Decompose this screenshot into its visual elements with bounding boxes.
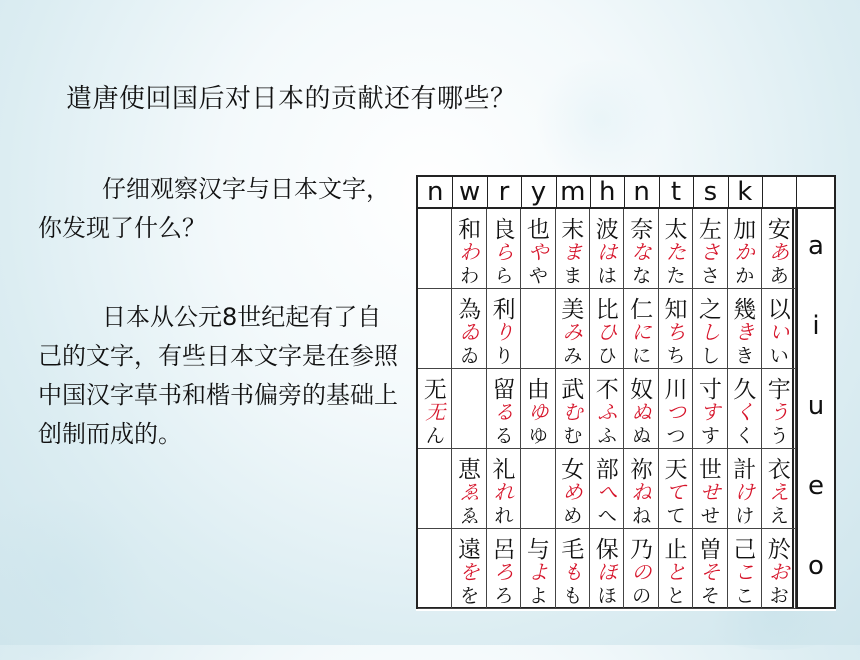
kanji-source: 部: [595, 457, 619, 483]
cursive-form: る: [493, 400, 514, 424]
consonant-label: w: [452, 177, 487, 207]
kanji-source: 波: [595, 217, 619, 243]
kanji-source: 恵: [458, 457, 482, 483]
kana-cell: [452, 449, 486, 529]
kanji-source: 川: [664, 377, 688, 403]
kanji-source: 利: [492, 297, 516, 323]
hiragana-result: ぬ: [632, 425, 652, 447]
cursive-form: ろ: [493, 560, 514, 584]
kanji-source: 奴: [630, 377, 654, 403]
kana-cell: [521, 369, 555, 449]
kana-cell: [762, 289, 796, 369]
kana-cell: [452, 369, 486, 449]
vowel-label: e: [808, 471, 824, 501]
kana-cell: [624, 529, 658, 609]
cursive-form: つ: [665, 400, 686, 424]
kana-cell: [556, 289, 590, 369]
kana-cell: [762, 209, 796, 289]
hiragana-result: ん: [425, 425, 445, 447]
kana-cell: [659, 369, 693, 449]
kanji-source: 之: [698, 297, 722, 323]
cursive-form: あ: [769, 240, 790, 264]
kanji-source: 乃: [630, 537, 654, 563]
kanji-source: 不: [595, 377, 619, 403]
hiragana-result: み: [563, 345, 583, 367]
cursive-form: け: [734, 480, 755, 504]
kana-cell: [624, 209, 658, 289]
kanji-source: 比: [595, 297, 619, 323]
cursive-form: ふ: [597, 400, 618, 424]
kana-cell: [487, 529, 521, 609]
hiragana-result: の: [632, 585, 652, 607]
hiragana-result: や: [528, 265, 548, 287]
kanji-source: 以: [767, 297, 791, 323]
hiragana-result: ろ: [494, 585, 514, 607]
cursive-form: り: [493, 320, 514, 344]
kana-cell: [659, 529, 693, 609]
consonant-header-row: [416, 175, 836, 209]
kanji-source: 遠: [458, 537, 482, 563]
kana-cell: [728, 529, 762, 609]
kana-cell: [487, 449, 521, 529]
kana-cell: [590, 209, 624, 289]
cursive-form: ね: [631, 480, 652, 504]
cursive-form: な: [631, 240, 652, 264]
cursive-form: は: [597, 240, 618, 264]
kana-cell: [693, 209, 727, 289]
kanji-source: 保: [595, 537, 619, 563]
cursive-form: に: [631, 320, 652, 344]
kana-cell: [728, 209, 762, 289]
cursive-form: や: [528, 240, 549, 264]
hiragana-result: そ: [700, 585, 720, 607]
cursive-form: ゆ: [528, 400, 549, 424]
consonant-label: [762, 177, 797, 207]
hiragana-result: た: [666, 265, 686, 287]
consonant-label: y: [521, 177, 556, 207]
cursive-form: を: [459, 560, 480, 584]
consonant-label: m: [556, 177, 591, 207]
kanji-source: 良: [492, 217, 516, 243]
kana-cell: [590, 289, 624, 369]
kana-cell: [487, 209, 521, 289]
hiragana-result: も: [563, 585, 583, 607]
cursive-form: ち: [665, 320, 686, 344]
background-flower-decoration: [530, 60, 670, 180]
kanji-source: 計: [733, 457, 757, 483]
cursive-form: よ: [528, 560, 549, 584]
vowel-column: [796, 209, 836, 609]
kana-origin-table: [416, 175, 836, 611]
kana-cell: [693, 449, 727, 529]
kana-cell: [521, 289, 555, 369]
hiragana-result: は: [597, 265, 617, 287]
hiragana-result: つ: [666, 425, 686, 447]
hiragana-result: れ: [494, 505, 514, 527]
hiragana-result: ほ: [597, 585, 617, 607]
hiragana-result: ゐ: [460, 345, 480, 367]
kanji-source: 世: [698, 457, 722, 483]
cursive-form: と: [665, 560, 686, 584]
kana-cell: [418, 529, 452, 609]
hiragana-result: し: [700, 345, 720, 367]
kanji-source: 留: [492, 377, 516, 403]
hiragana-result: せ: [700, 505, 720, 527]
hiragana-result: ま: [563, 265, 583, 287]
hiragana-result: ゆ: [528, 425, 548, 447]
kanji-source: 末: [561, 217, 585, 243]
vowel-label: a: [808, 231, 824, 261]
hiragana-result: い: [769, 345, 789, 367]
cursive-form: い: [769, 320, 790, 344]
cursive-form: し: [700, 320, 721, 344]
kana-cell: [418, 449, 452, 529]
kanji-source: 宇: [767, 377, 791, 403]
vowel-label: u: [807, 391, 825, 421]
kanji-source: 武: [561, 377, 585, 403]
background-flower-decoration: [0, 500, 160, 660]
hiragana-result: へ: [597, 505, 617, 527]
kana-cell: [556, 369, 590, 449]
kana-cell: [693, 289, 727, 369]
hiragana-result: り: [494, 345, 514, 367]
kanji-source: 奈: [630, 217, 654, 243]
kana-cell: [452, 289, 486, 369]
kanji-source: 為: [458, 297, 482, 323]
hiragana-result: め: [563, 505, 583, 527]
hiragana-result: わ: [460, 265, 480, 287]
kana-cell: [521, 449, 555, 529]
consonant-label: k: [728, 177, 763, 207]
kanji-source: 於: [767, 537, 791, 563]
cursive-form: み: [562, 320, 583, 344]
hiragana-result: ふ: [597, 425, 617, 447]
kana-cell: [728, 369, 762, 449]
hiragana-result: ひ: [597, 345, 617, 367]
hiragana-result: こ: [735, 585, 755, 607]
cursive-form: こ: [734, 560, 755, 584]
hiragana-result: か: [735, 265, 755, 287]
kana-cell: [728, 449, 762, 529]
kana-cell: [624, 289, 658, 369]
kana-cell: [521, 529, 555, 609]
kanji-source: 与: [526, 537, 550, 563]
hiragana-result: う: [769, 425, 789, 447]
cursive-form: せ: [700, 480, 721, 504]
hiragana-result: む: [563, 425, 583, 447]
cursive-form: ま: [562, 240, 583, 264]
explanation-paragraph: 日本从公元8世纪起有了自己的文字，有些日本文字是在参照中国汉字草书和楷书偏旁的基础上创制而成的。: [38, 303, 398, 448]
cursive-form: む: [562, 400, 583, 424]
kana-cell: [762, 449, 796, 529]
cursive-form: て: [665, 480, 686, 504]
hiragana-result: す: [700, 425, 720, 447]
slide-question: 遣唐使回国后对日本的贡献还有哪些？: [66, 84, 517, 114]
cursive-form: の: [631, 560, 652, 584]
cursive-form: く: [734, 400, 755, 424]
kanji-source: 由: [526, 377, 550, 403]
consonant-label: n: [418, 177, 453, 207]
cursive-form: ゐ: [459, 320, 480, 344]
kanji-source: 左: [698, 217, 722, 243]
hiragana-result: と: [666, 585, 686, 607]
hiragana-result: ら: [494, 265, 514, 287]
kana-cell: [624, 369, 658, 449]
cursive-form: わ: [459, 240, 480, 264]
kana-cell: [418, 209, 452, 289]
kana-cell: [693, 369, 727, 449]
consonant-label: h: [590, 177, 625, 207]
kanji-source: 曽: [698, 537, 722, 563]
kanji-source: 和: [458, 217, 482, 243]
hiragana-result: け: [735, 505, 755, 527]
hiragana-result: ね: [632, 505, 652, 527]
kana-grid: [416, 209, 794, 609]
kana-cell: [590, 369, 624, 449]
hiragana-result: ゑ: [460, 505, 480, 527]
kanji-source: 知: [664, 297, 688, 323]
hiragana-result: よ: [528, 585, 548, 607]
cursive-form: た: [665, 240, 686, 264]
kana-cell: [418, 289, 452, 369]
cursive-form: ひ: [597, 320, 618, 344]
kana-cell: [521, 209, 555, 289]
consonant-label: r: [487, 177, 522, 207]
hiragana-result: え: [769, 505, 789, 527]
vowel-label: o: [808, 551, 824, 581]
consonant-label: s: [693, 177, 728, 207]
kana-cell: [452, 529, 486, 609]
cursive-form: め: [562, 480, 583, 504]
kanji-source: 幾: [733, 297, 757, 323]
cursive-form: ぬ: [631, 400, 652, 424]
hiragana-result: て: [666, 505, 686, 527]
cursive-form: さ: [700, 240, 721, 264]
cursive-form: ら: [493, 240, 514, 264]
kana-cell: [418, 369, 452, 449]
cursive-form: う: [769, 400, 790, 424]
kana-cell: [556, 209, 590, 289]
hiragana-result: く: [735, 425, 755, 447]
observation-paragraph: 仔细观察汉字与日本文字，你发现了什么？: [38, 175, 390, 242]
cursive-form: へ: [597, 480, 618, 504]
cursive-form: お: [769, 560, 790, 584]
hiragana-result: に: [632, 345, 652, 367]
cursive-form: え: [769, 480, 790, 504]
kanji-source: 呂: [492, 537, 516, 563]
kana-cell: [728, 289, 762, 369]
hiragana-result: な: [632, 265, 652, 287]
kana-cell: [487, 369, 521, 449]
kana-cell: [452, 209, 486, 289]
kana-cell: [659, 209, 693, 289]
kanji-source: 加: [733, 217, 757, 243]
kana-cell: [762, 369, 796, 449]
kanji-source: 祢: [630, 457, 654, 483]
kana-cell: [590, 529, 624, 609]
kana-cell: [556, 449, 590, 529]
cursive-form: ゑ: [459, 480, 480, 504]
kana-cell: [659, 289, 693, 369]
kanji-source: 太: [664, 217, 688, 243]
kanji-source: 礼: [492, 457, 516, 483]
kanji-source: 也: [526, 217, 550, 243]
cursive-form: 无: [425, 400, 446, 424]
cursive-form: も: [562, 560, 583, 584]
cursive-form: か: [734, 240, 755, 264]
consonant-label: n: [624, 177, 659, 207]
kanji-source: 天: [664, 457, 688, 483]
cursive-form: き: [734, 320, 755, 344]
kana-cell: [590, 449, 624, 529]
kanji-source: 女: [561, 457, 585, 483]
kanji-source: 己: [733, 537, 757, 563]
cursive-form: れ: [493, 480, 514, 504]
kanji-source: 美: [561, 297, 585, 323]
hiragana-result: あ: [769, 265, 789, 287]
cursive-form: そ: [700, 560, 721, 584]
kana-cell: [487, 289, 521, 369]
kana-cell: [693, 529, 727, 609]
cursive-form: ほ: [597, 560, 618, 584]
kanji-source: 止: [664, 537, 688, 563]
consonant-label: t: [659, 177, 694, 207]
kana-cell: [624, 449, 658, 529]
kanji-source: 毛: [561, 537, 585, 563]
hiragana-result: を: [460, 585, 480, 607]
vowel-label: i: [812, 311, 820, 341]
cursive-form: す: [700, 400, 721, 424]
hiragana-result: る: [494, 425, 514, 447]
kana-cell: [659, 449, 693, 529]
kanji-source: 久: [733, 377, 757, 403]
hiragana-result: お: [769, 585, 789, 607]
hiragana-result: さ: [700, 265, 720, 287]
hiragana-result: き: [735, 345, 755, 367]
kanji-source: 安: [767, 217, 791, 243]
kana-cell: [556, 529, 590, 609]
kana-cell: [762, 529, 796, 609]
hiragana-result: ち: [666, 345, 686, 367]
kanji-source: 寸: [698, 377, 722, 403]
kanji-source: 衣: [767, 457, 791, 483]
kanji-source: 无: [423, 377, 447, 403]
kanji-source: 仁: [630, 297, 654, 323]
